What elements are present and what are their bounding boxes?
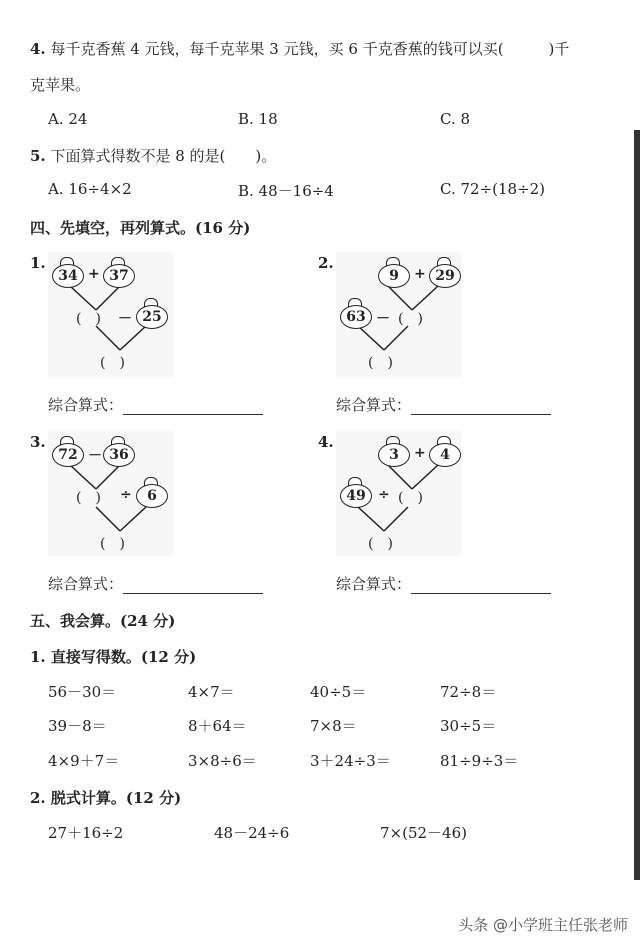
tree1-top-operator: +: [88, 266, 100, 282]
tree1-number: 1.: [30, 254, 46, 272]
tree4-top-operator: +: [414, 445, 426, 461]
watermark: 头条 @小学班主任张老师: [458, 916, 628, 934]
calc-r2-c3: 7×8＝: [310, 717, 357, 735]
tree3-top-right-value: 36: [103, 443, 135, 467]
tree2-number: 2.: [318, 254, 334, 272]
tree3-formula: [48, 573, 263, 594]
tree1-top-left-value: 34: [52, 264, 84, 288]
q4-option-c: C. 8: [440, 110, 471, 128]
tree3: [48, 431, 173, 556]
section5-part1-title: 1. 直接写得数。(12 分): [30, 648, 197, 666]
tree4-formula-label: 综合算式：: [336, 575, 412, 593]
q5-text: 下面算式得数不是 8 的是( )。: [50, 147, 277, 165]
q5-option-b: B. 48－16÷4: [238, 182, 334, 200]
step-calc-2: 48－24÷6: [214, 824, 290, 842]
q5-option-a: A. 16÷4×2: [48, 180, 132, 198]
section5-part2-title: 2. 脱式计算。(12 分): [30, 789, 182, 807]
tree3-top-operator: －: [88, 448, 102, 464]
tree2-formula-blank[interactable]: [411, 398, 551, 415]
calc-r1-c4: 72÷8＝: [440, 683, 497, 701]
tree3-mid-operator: ÷: [120, 487, 132, 503]
calc-r2-c4: 30÷5＝: [440, 717, 497, 735]
calc-r1-c2: 4×7＝: [188, 683, 235, 701]
tree2-mid-operator: －: [376, 311, 390, 327]
tree2-formula-label: 综合算式：: [336, 396, 412, 414]
calc-r3-c4: 81÷9÷3＝: [440, 752, 519, 770]
tree3-mid-right-value: 6: [136, 484, 168, 508]
tree4-mid-left-value: 49: [340, 484, 372, 508]
tree1-formula-label: 综合算式：: [48, 396, 124, 414]
tree3-number: 3.: [30, 433, 46, 451]
step-calc-3: 7×(52－46): [380, 824, 467, 842]
section5-title: 五、我会算。(24 分): [30, 612, 176, 630]
tree1-mid-right-value: 25: [136, 305, 168, 329]
tree2-formula: [336, 394, 551, 415]
calc-r3-c3: 3＋24÷3＝: [310, 752, 391, 770]
tree2-top-right-value: 29: [429, 264, 461, 288]
tree1-mid-operator: －: [118, 311, 132, 327]
tree4-top-right-value: 4: [429, 443, 461, 467]
q4-text-line1: 每千克香蕉 4 元钱，每千克苹果 3 元钱，买 6 千克香蕉的钱可以买( )千: [50, 40, 570, 58]
calc-r1-c3: 40÷5＝: [310, 683, 367, 701]
calc-r2-c2: 8＋64＝: [188, 717, 247, 735]
page-edge-scrollbar[interactable]: [634, 130, 640, 880]
tree2-top-left-value: 9: [378, 264, 410, 288]
tree4-top-left-value: 3: [378, 443, 410, 467]
tree4-bottom-blank: ( ): [368, 536, 393, 552]
q5-number: 5.: [30, 147, 46, 165]
tree2: [336, 252, 461, 377]
tree3-formula-blank[interactable]: [123, 577, 263, 594]
q4-option-a: A. 24: [48, 110, 88, 128]
tree4-formula-blank[interactable]: [411, 577, 551, 594]
q4-option-b: B. 18: [238, 110, 278, 128]
tree1: [48, 252, 173, 377]
tree3-bottom-blank: ( ): [100, 536, 125, 552]
tree3-left-blank: ( ): [76, 490, 101, 506]
calc-r3-c1: 4×9＋7＝: [48, 752, 120, 770]
tree2-top-operator: +: [414, 266, 426, 282]
tree4-right-blank: ( ): [398, 490, 423, 506]
tree4-formula: [336, 573, 551, 594]
tree2-right-blank: ( ): [398, 311, 423, 327]
tree3-formula-label: 综合算式：: [48, 575, 124, 593]
tree4: [336, 431, 461, 556]
tree1-bottom-blank: ( ): [100, 355, 125, 371]
tree2-bottom-blank: ( ): [368, 355, 393, 371]
calc-r3-c2: 3×8÷6＝: [188, 752, 257, 770]
calc-r2-c1: 39－8＝: [48, 717, 107, 735]
tree2-mid-left-value: 63: [340, 305, 372, 329]
tree4-mid-operator: ÷: [378, 487, 390, 503]
section4-title: 四、先填空，再列算式。(16 分): [30, 219, 251, 237]
tree1-top-right-value: 37: [103, 264, 135, 288]
tree4-number: 4.: [318, 433, 334, 451]
tree1-formula: [48, 394, 263, 415]
q5-option-c: C. 72÷(18÷2): [440, 180, 546, 198]
tree1-formula-blank[interactable]: [123, 398, 263, 415]
q4-number: 4.: [30, 40, 46, 58]
tree3-top-left-value: 72: [52, 443, 84, 467]
q4-text-line2: 克苹果。: [30, 76, 91, 94]
calc-r1-c1: 56－30＝: [48, 683, 117, 701]
step-calc-1: 27＋16÷2: [48, 824, 124, 842]
tree1-left-blank: ( ): [76, 311, 101, 327]
